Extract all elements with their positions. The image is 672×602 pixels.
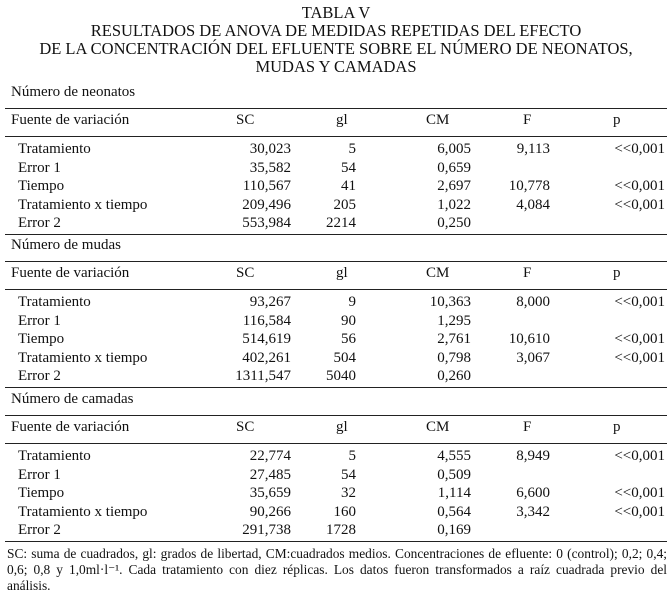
cell-p: <<0,001 [614, 485, 665, 502]
cell-sc: 553,984 [242, 215, 291, 232]
column-header-sc: SC [236, 265, 255, 281]
cell-p: <<0,001 [614, 178, 665, 195]
cell-sc: 116,584 [242, 312, 291, 329]
cell-f: 3,342 [516, 503, 550, 520]
column-header-cm: CM [426, 419, 450, 435]
section-label: Número de camadas [11, 391, 134, 407]
rule-header [5, 443, 667, 444]
cell-gl: 90 [341, 312, 356, 329]
cell-p: <<0,001 [614, 294, 665, 310]
header-row [0, 419, 672, 436]
cell-sc: 30,023 [249, 141, 291, 157]
cell-p: <<0,001 [614, 503, 665, 520]
table-title [0, 4, 672, 76]
title-line-3: DE LA CONCENTRACIÓN DEL EFLUENTE SOBRE EL NÚMERO DE NEONATOS, [39, 39, 633, 58]
cell-cm: 10,363 [429, 294, 471, 310]
table-row [0, 160, 672, 177]
rule-bottom [5, 234, 667, 235]
cell-sc: 35,659 [249, 485, 291, 502]
cell-f: 10,778 [508, 178, 550, 195]
cell-gl: 41 [341, 178, 356, 195]
rule-bottom [5, 387, 667, 388]
table-row [0, 331, 672, 348]
cell-cm: 0,659 [437, 159, 471, 176]
column-header-gl: gl [336, 265, 348, 281]
cell-gl: 2214 [326, 215, 356, 232]
cell-sc: 90,266 [249, 503, 291, 520]
column-header-cm: CM [426, 112, 450, 128]
section-label: Número de mudas [11, 237, 121, 253]
cell-gl: 9 [348, 294, 356, 310]
cell-cm: 1,022 [437, 196, 471, 213]
cell-cm: 0,260 [437, 368, 471, 385]
cell-cm: 0,250 [437, 215, 471, 232]
cell-gl: 5040 [326, 368, 356, 385]
column-header-sc: SC [236, 419, 255, 435]
cell-cm: 2,697 [437, 178, 471, 195]
cell-source: Error 2 [18, 368, 61, 385]
cell-sc: 110,567 [242, 178, 291, 195]
column-header-p: p [613, 112, 621, 128]
cell-gl: 54 [341, 466, 356, 483]
column-header-p: p [613, 265, 621, 281]
cell-cm: 6,005 [437, 141, 471, 157]
cell-source: Tratamiento [18, 448, 91, 464]
table-row [0, 485, 672, 502]
cell-f: 3,067 [516, 349, 550, 366]
cell-sc: 27,485 [249, 466, 291, 483]
cell-cm: 1,295 [437, 312, 471, 329]
cell-gl: 205 [333, 196, 356, 213]
cell-source: Tratamiento x tiempo [18, 349, 148, 366]
rule-top [5, 415, 667, 416]
table-row [0, 313, 672, 330]
cell-p: <<0,001 [614, 448, 665, 464]
cell-source: Error 1 [18, 159, 61, 176]
table-row [0, 467, 672, 484]
table-row [0, 215, 672, 232]
cell-gl: 5 [348, 141, 356, 157]
cell-source: Tratamiento x tiempo [18, 196, 148, 213]
table-row [0, 141, 672, 158]
cell-source: Error 2 [18, 522, 61, 539]
cell-cm: 0,509 [437, 466, 471, 483]
cell-f: 6,600 [516, 485, 550, 502]
title-line-1: TABLA V [301, 3, 371, 22]
cell-cm: 2,761 [437, 331, 471, 348]
table-row [0, 368, 672, 385]
table-row [0, 197, 672, 214]
cell-sc: 402,261 [242, 349, 291, 366]
table-row [0, 294, 672, 311]
cell-sc: 22,774 [249, 448, 291, 464]
cell-gl: 5 [348, 448, 356, 464]
cell-f: 8,000 [516, 294, 550, 310]
cell-gl: 32 [341, 485, 356, 502]
header-row [0, 112, 672, 129]
column-header-cm: CM [426, 265, 450, 281]
title-line-4: MUDAS Y CAMADAS [255, 57, 417, 76]
header-row [0, 265, 672, 282]
cell-gl: 56 [341, 331, 356, 348]
cell-cm: 0,798 [437, 349, 471, 366]
table-row [0, 504, 672, 521]
column-header-source: Fuente de variación [11, 112, 130, 128]
cell-sc: 93,267 [249, 294, 291, 310]
cell-sc: 1311,547 [235, 368, 291, 385]
cell-cm: 4,555 [437, 448, 471, 464]
cell-source: Error 1 [18, 312, 61, 329]
cell-cm: 0,169 [437, 522, 471, 539]
cell-gl: 504 [333, 349, 356, 366]
cell-p: <<0,001 [614, 196, 665, 213]
cell-gl: 54 [341, 159, 356, 176]
cell-sc: 291,738 [242, 522, 291, 539]
cell-gl: 160 [333, 503, 356, 520]
rule-header [5, 136, 667, 137]
cell-source: Tratamiento x tiempo [18, 503, 148, 520]
column-header-source: Fuente de variación [11, 419, 130, 435]
table-row [0, 448, 672, 465]
rule-bottom [5, 541, 667, 542]
cell-f: 8,949 [516, 448, 550, 464]
table-row [0, 178, 672, 195]
cell-source: Error 1 [18, 466, 61, 483]
cell-sc: 35,582 [249, 159, 291, 176]
column-header-gl: gl [336, 112, 348, 128]
column-header-f: F [523, 265, 532, 281]
cell-p: <<0,001 [614, 141, 665, 157]
column-header-gl: gl [336, 419, 348, 435]
cell-sc: 209,496 [242, 196, 291, 213]
section-label: Número de neonatos [11, 84, 136, 100]
cell-f: 10,610 [508, 331, 550, 348]
table-row [0, 522, 672, 539]
rule-top [5, 261, 667, 262]
column-header-source: Fuente de variación [11, 265, 130, 281]
cell-p: <<0,001 [614, 349, 665, 366]
cell-f: 4,084 [516, 196, 550, 213]
cell-source: Error 2 [18, 215, 61, 232]
cell-cm: 0,564 [437, 503, 471, 520]
column-header-sc: SC [236, 112, 255, 128]
cell-gl: 1728 [326, 522, 356, 539]
cell-cm: 1,114 [437, 485, 471, 502]
table-row [0, 350, 672, 367]
table-footnote: SC: suma de cuadrados, gl: grados de libertad, CM:cuadrados medios. Concentraciones de efluente: 0 (control); 0,2; 0,4; 0,6; 0,8 y 1,0ml·l⁻¹. Cada tratamiento con diez réplicas. Los datos fueron transformados a raíz cuadrada previo del análisis. [7, 546, 667, 593]
column-header-f: F [523, 112, 532, 128]
cell-p: <<0,001 [614, 331, 665, 348]
column-header-f: F [523, 419, 532, 435]
cell-source: Tiempo [18, 178, 65, 195]
cell-source: Tiempo [18, 485, 65, 502]
cell-source: Tiempo [18, 331, 65, 348]
cell-source: Tratamiento [18, 141, 91, 157]
cell-f: 9,113 [516, 141, 550, 157]
title-line-2: RESULTADOS DE ANOVA DE MEDIDAS REPETIDAS DEL EFECTO [90, 21, 582, 40]
cell-source: Tratamiento [18, 294, 91, 310]
rule-top [5, 108, 667, 109]
column-header-p: p [613, 419, 621, 435]
rule-header [5, 289, 667, 290]
cell-sc: 514,619 [242, 331, 291, 348]
